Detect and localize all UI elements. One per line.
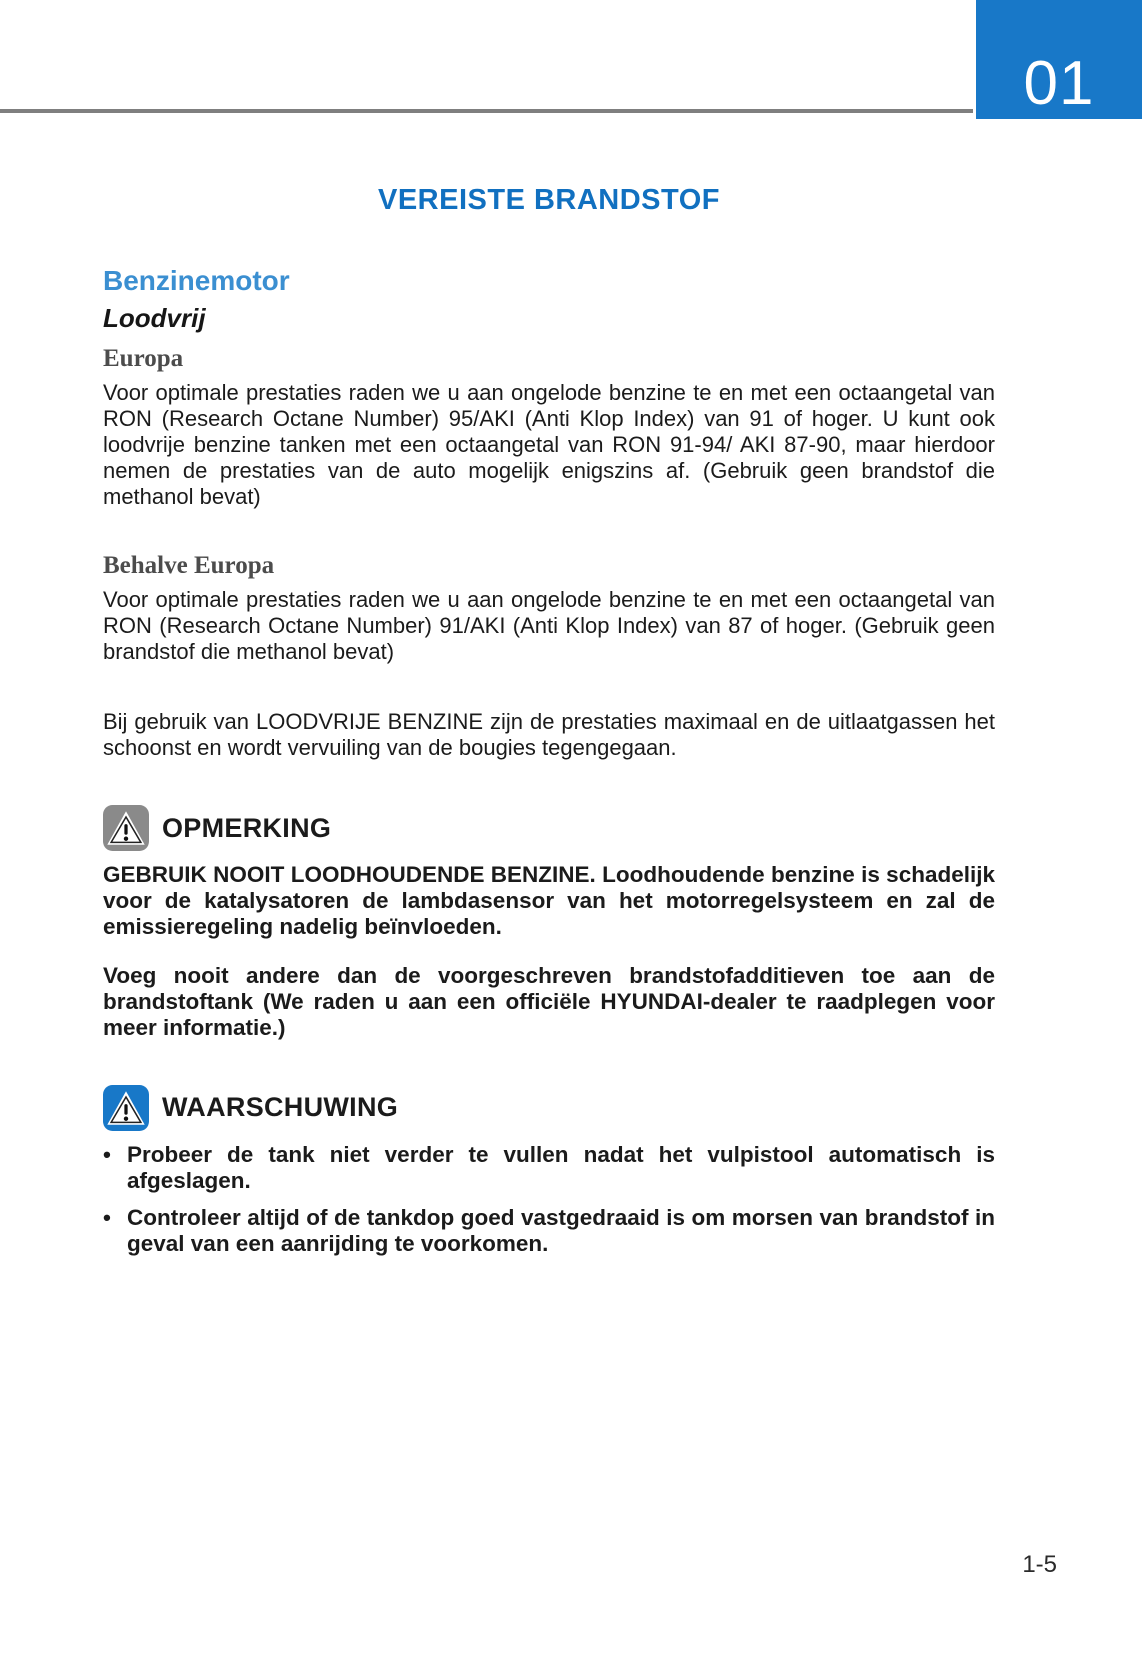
warning-triangle-icon [103, 805, 149, 851]
page-title: VEREISTE BRANDSTOF [377, 184, 720, 216]
warning-bullet-2 [103, 1205, 995, 1257]
page-content [103, 0, 995, 1257]
note-paragraph-1: GEBRUIK NOOIT LOODHOUDENDE BENZINE. Loodhoudende benzine is schadelijk voor de katalysatoren de lambdasensor van het motorregelsysteem en zal de emissieregeling nadelig beïnvloeden. [103, 862, 995, 939]
chapter-number: 01 [1023, 49, 1095, 118]
europa-paragraph: Voor optimale prestaties raden we u aan ongelode benzine te en met een octaangetal van RON (Research Octane Number) 95/AKI (Anti Klop Index) van 91 of hoger. U kunt ook loodvrije benzine tanken met een octaangetal van RON 91-94/ AKI 87-90, maar hierdoor nemen de prestaties van de auto mogelijk enigszins af. (Gebruik geen brandstof die methanol bevat) [103, 380, 995, 509]
region-heading-europa: Europa [103, 345, 184, 372]
note-header [103, 805, 995, 851]
loodvrij-benefits-paragraph: Bij gebruik van LOODVRIJE BENZINE zijn de prestaties maximaal en de uitlaatgassen het schoonst en wordt vervuiling van de bougies tegengegaan. [103, 709, 995, 760]
warning-bullet-1 [103, 1142, 995, 1194]
note-title: OPMERKING [162, 812, 332, 843]
warning-bullet-1-text: Probeer de tank niet verder te vullen nadat het vulpistool automatisch is afgeslagen. [127, 1141, 995, 1193]
warning-bullet-2-text: Controleer altijd of de tankdop goed vastgedraaid is om morsen van brandstof in geval van een aanrijding te voorkomen. [127, 1204, 995, 1256]
warning-triangle-icon [103, 1085, 149, 1131]
chapter-number-badge [976, 0, 1142, 119]
region-heading-behalve-europa: Behalve Europa [103, 552, 275, 579]
bullet-marker: • [103, 1141, 111, 1167]
behalve-europa-paragraph: Voor optimale prestaties raden we u aan ongelode benzine te en met een octaangetal van RON (Research Octane Number) 91/AKI (Anti Klop Index) van 87 of hoger. (Gebruik geen brandstof die methanol bevat) [103, 587, 995, 664]
note-paragraph-2: Voeg nooit andere dan de voorgeschreven brandstofadditieven toe aan de brandstoftank (We raden u aan een officiële HYUNDAI-dealer te raadplegen voor meer informatie.) [103, 962, 995, 1040]
section-heading-benzinemotor: Benzinemotor [103, 265, 290, 296]
note-callout [103, 805, 995, 1041]
bullet-marker: • [103, 1204, 111, 1230]
warning-title: WAARSCHUWING [162, 1092, 399, 1122]
page-number: 1-5 [1022, 1551, 1057, 1578]
subsection-heading-loodvrij: Loodvrij [103, 303, 206, 333]
warning-header [103, 1085, 995, 1131]
warning-callout [103, 1085, 995, 1257]
